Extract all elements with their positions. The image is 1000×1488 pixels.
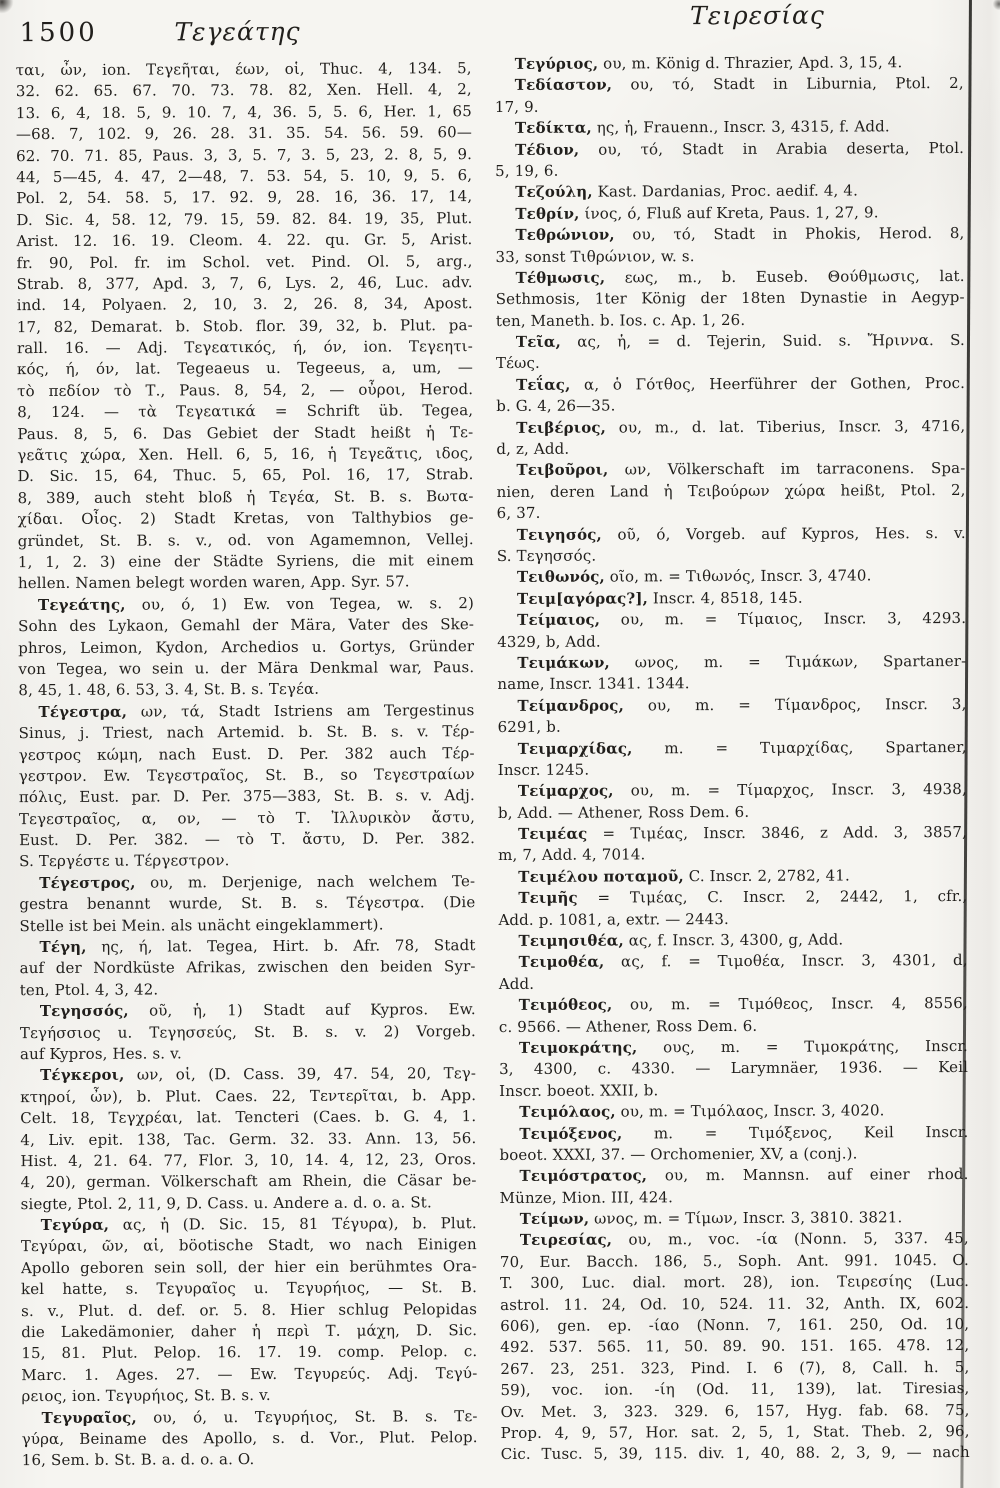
text-line: 17, 82, Demarat. b. Stob. flor. 39, 32, b. Plut. pa- <box>16 315 473 336</box>
text-line: rall. 16. — Adj. Τεγεατικός, ή, όν, ion. Τεγεητι- <box>16 337 473 358</box>
entry-headword: Τέγκεροι, <box>40 1066 125 1085</box>
text-line: ρειος, ion. Τεγυρήιος, St. B. s. v. <box>21 1386 271 1406</box>
text-line: τὸ πεδίον τὸ Τ., Paus. 8, 54, 2, — οὖροι, Herod. <box>17 379 474 400</box>
entry-headword: Τειμόλαος, <box>519 1102 616 1122</box>
text-line: D. Sic. 15, 64, Thuc. 5, 65, Pol. 16, 17, Strab. <box>17 465 474 486</box>
text-line: fr. 90, Pol. fr. im Schol. vet. Pind. Ol. 5, arg., <box>16 251 473 272</box>
text-line: 70, Eur. Bacch. 186, 5., Soph. Ant. 991. 1045. O. <box>499 1250 969 1271</box>
text-line: γεᾶτις χώρα, Xen. Hell. 6, 5, 16, ἡ Τεγεᾶτις, ιδος, <box>17 444 474 465</box>
text-line: gestra benannt wurde, St. B. s. Τέγεστρα. (Die <box>19 893 476 914</box>
text-line: Pol. 2, 54. 58. 5, 17. 92. 9, 28. 16, 36. 17, 14, <box>16 187 473 208</box>
entry-line: Τεδίκτα, ης, ἡ, Frauenn., Inscr. 3, 4315, f. Add. <box>514 117 890 138</box>
entry-line: Τειμοκράτης, ους, m. = Τιμοκράτης, Inscr. <box>518 1036 969 1057</box>
entry-line: Τειμαρχίδας, m. = Τιμαρχίδας, Spartaner, <box>517 737 967 758</box>
entry-headword: Τειμῆς <box>518 888 578 908</box>
text-line: astrol. 11. 24, Od. 10, 524. 11. 32, Anth. IX, 602. <box>500 1293 970 1314</box>
entry-line: Τεγησσός, οῦ, ἡ, 1) Stadt auf Kypros. Ew. <box>39 1000 476 1021</box>
entry-headword: Τεδίκτα, <box>514 118 592 138</box>
text-line: name, Inscr. 1341. 1344. <box>497 674 690 694</box>
text-line: m, 7, Add. 4, 7014. <box>498 845 646 865</box>
text-line: ten, Ptol. 4, 3, 42. <box>19 980 159 999</box>
text-line: 15, 81. Plut. Pelop. 16. 17. 19. comp. Pelop. c. <box>21 1342 478 1363</box>
text-line: nien, deren Land ἡ Τειβούρων χώρα heißt, Ptol. 2, <box>496 480 966 501</box>
entry-line: Τείμων, ωνος, m. = Τίμων, Inscr. 3, 3810. 3821. <box>519 1208 903 1229</box>
entry-line: Τειθωνός, οῖο, m. = Τιθωνός, Inscr. 3, 4740. <box>516 566 872 587</box>
text-line: 4, Liv. epit. 138, Tac. Germ. 32. 33. Ann. 13, 56. <box>20 1128 477 1149</box>
text-line: —68. 7, 102. 9, 26. 28. 31. 35. 54. 56. 59. 60— <box>15 123 473 144</box>
entry-headword: Τέδιον, <box>515 140 580 159</box>
text-line: Strab. 8, 377, Apd. 3, 7, 6, Lys. 2, 46, Luc. adv. <box>16 273 473 294</box>
entry-headword: Τειμέλου ποταμοῦ, <box>518 867 684 886</box>
text-line: χίδαι. Οἶος. 2) Stadt Kretas, von Talthybios ge- <box>17 508 474 529</box>
text-line: Cic. Tusc. 5, 39, 115. div. 1, 40, 88. 2, 3, 9, — nach <box>500 1443 970 1464</box>
entry-line: Τεθρίν, ίνος, ό, Fluß auf Kreta, Paus. 1, 27, 9. <box>515 203 879 223</box>
text-line: κτηροί, ὦν), b. Plut. Caes. 22, Τεντερῖται, b. App. <box>20 1085 477 1106</box>
entry-line: Τεδίαστον, ου, τό, Stadt in Liburnia, Ptol. 2, <box>514 74 964 95</box>
text-line: Ov. Met. 3, 323. 329. 6, 157, Hyg. fab. 68. 75, <box>500 1400 970 1421</box>
text-line: Sinus, j. Triest, nach Artemid. b. St. B. s. v. Τέρ- <box>18 722 475 743</box>
left-column <box>16 58 478 1472</box>
text-line: Sohn des Lykaon, Gemahl der Mära, Vater des Ske- <box>18 615 475 636</box>
text-line: c. 9566. — Athener, Ross Dem. 6. <box>498 1016 758 1036</box>
text-line: γεστρος κώμη, nach Eust. D. Per. 382 auch Τέρ- <box>18 743 475 764</box>
entry-headword: Τειμοκράτης, <box>518 1038 638 1057</box>
entry-headword: Τειβέριος, <box>516 418 607 437</box>
entry-line: Τεῖα, ας, ἡ, = d. Tejerin, Suid. s. Ἤριννα. S. <box>515 331 965 352</box>
text-line: D. Sic. 4, 58. 12, 79. 15, 59. 82. 84. 19, 35, Plut. <box>16 208 473 229</box>
entry-headword: Τεῖα, <box>515 332 561 352</box>
text-line: Τεγεστραῖος, α, ον, — τὸ Τ. Ἰλλυρικὸν ἄστυ, <box>18 807 476 828</box>
text-line: 1, 1, 2. 3) eine der Städte Syriens, die mit einem <box>17 551 474 572</box>
text-line: 606), gen. ep. -ίαο (Nonn. 7, 161. 250, Od. 10, <box>500 1315 970 1336</box>
entry-line: Τειμόθεος, ου, m. = Τιμόθεος, Inscr. 4, 8556, <box>518 994 968 1015</box>
text-line: Sethmosis, 1ter König der 18ten Dynastie in Aegyp- <box>495 288 965 309</box>
entry-line: Τέθμωσις, εως, m., b. Euseb. Θούθμωσις, lat. <box>515 266 965 287</box>
text-line: Inscr. boeot. XXII, b. <box>499 1081 659 1100</box>
entry-line: Τειμάκων, ωνος, m. = Τιμάκων, Spartaner- <box>517 651 967 672</box>
entry-line: Τεγύριος, ου, m. König d. Thrazier, Apd. 3, 15, 4. <box>514 53 903 73</box>
entry-headword: Τεγεάτης, <box>37 595 126 614</box>
entry-line: Τέγεστρα, ων, τά, Stadt Istriens am Tergestinus <box>38 700 475 721</box>
entry-headword: Τεγησσός, <box>39 1001 129 1021</box>
text-line: Add. <box>498 974 535 993</box>
text-line: gründet, St. B. s. v., od. von Agamemnon, Vellej. <box>17 529 474 550</box>
text-line: Stelle ist bei Mein. als unächt eingeklammert). <box>19 915 384 935</box>
text-line: Apollo geboren sein soll, der hier ein berühmtes Ora- <box>20 1256 477 1277</box>
entry-line: Τεγυραῖος, ου, ό, u. Τεγυρήιος, St. B. s. Τε- <box>41 1406 478 1427</box>
text-line: Paus. 8, 5, 6. Das Gebiet der Stadt heißt ἡ Τε- <box>17 422 474 443</box>
left-column-header: Τεγεάτης <box>174 16 301 47</box>
entry-headword: Τειγησός, <box>516 525 602 544</box>
entry-headword: Τέγεστρος, <box>39 873 136 892</box>
entry-line: Τειμόξενος, m. = Τιμόξενος, Keil Inscr. <box>519 1122 969 1143</box>
text-line: 8, 124. — τὰ Τεγεατικά = Schrift üb. Tegea, <box>17 401 474 422</box>
entry-line: Τεθρώνιον, ου, τό, Stadt in Phokis, Herod. 8, <box>515 224 965 245</box>
text-line: b, Add. — Athener, Ross Dem. 6. <box>497 802 750 822</box>
entry-headword: Τεθρώνιον, <box>515 225 615 245</box>
text-line: πόλις, Eust. par. D. Per. 375—383, St. B. s. v. Adj. <box>18 786 475 807</box>
entry-headword: Τειθωνός, <box>516 567 605 587</box>
text-line: 59), voc. ion. -ίη (Od. 11, 139), lat. Tiresias, <box>500 1379 970 1400</box>
entry-headword: Τειμόστρατος, <box>519 1166 648 1186</box>
entry-headword: Τειρεσίας, <box>519 1231 613 1250</box>
entry-headword: Τειμέας <box>518 824 588 843</box>
text-line: Inscr. 1245. <box>497 760 590 779</box>
text-line: κός, ή, όν, lat. Tegeaeus u. Tegeeus, a, um, — <box>16 358 474 379</box>
text-line: Add. p. 1081, a, extr. — 2443. <box>498 909 729 929</box>
entry-line: Τείμαρχος, ου, m. = Τίμαρχος, Inscr. 3, 4938, <box>517 780 967 801</box>
entry-headword: Τεγύρα, <box>40 1215 110 1235</box>
entry-headword: Τέγη, <box>39 937 87 957</box>
entry-headword: Τειμαρχίδας, <box>517 738 633 758</box>
text-line: Τέως. <box>495 354 540 373</box>
text-line: 6, 37. <box>496 504 541 523</box>
entry-headword: Τεγύριος, <box>514 54 599 73</box>
text-line: siegte, Ptol. 2, 11, 9, D. Cass. u. Andere a. d. o. a. St. <box>20 1193 432 1213</box>
entry-line: Τειμοθέα, ας, f. = Τιμοθέα, Inscr. 3, 4301, d, <box>518 951 968 972</box>
text-line: 62. 70. 71. 85, Paus. 3, 3, 5. 7, 3. 5, 23, 2. 8, 5, 9. <box>16 144 473 165</box>
entry-line: Τέγκεροι, ων, οἱ, (D. Cass. 39, 47. 54, 20, Τεγ- <box>40 1064 477 1085</box>
text-line: Hist. 4, 21. 64. 77, Flor. 3, 10, 14. 4, 12, 23, Oros. <box>20 1150 477 1171</box>
entry-line: Τεγεάτης, ου, ό, 1) Ew. von Tegea, w. s. 2) <box>37 593 475 614</box>
entry-headword: Τέγεστρα, <box>38 702 128 721</box>
right-column-header: Τειρεσίας <box>690 0 825 31</box>
text-line: γεστρον. Ew. Τεγεστραῖος, St. B., so Τεγεστραίων <box>18 765 475 785</box>
entry-headword: Τεδίαστον, <box>514 75 613 95</box>
entry-line: Τεζούλη, Kast. Dardanias, Proc. aedif. 4, 4. <box>515 181 859 202</box>
entry-headword: Τειβοῦροι, <box>516 460 609 480</box>
entry-headword: Τεγυραῖος, <box>41 1408 137 1427</box>
entry-line: Τειρεσίας, ου, m., voc. -ία (Nonn. 5, 337. 45, <box>519 1229 969 1250</box>
entry-headword: Τεζούλη, <box>515 182 593 202</box>
text-line: 267. 23, 251. 323, Pind. I. 6 (7), 8, Call. h. 5, <box>500 1357 970 1378</box>
text-line: 16, Sem. b. St. B. a. d. o. a. O. <box>21 1450 255 1470</box>
text-line: Celt. 18, Τεγχρέαι, lat. Tencteri (Caes. b. G. 4, 1. <box>20 1107 477 1128</box>
entry-line: Τεγύρα, ας, ἡ (D. Sic. 15, 81 Τέγυρα), b. Plut. <box>40 1214 477 1235</box>
text-line: 8, 45, 1. 48, 6. 53, 3. 4, St. B. s. Τεγέα. <box>18 680 320 700</box>
text-line: ται, ὦν, ion. Τεγεῆται, έων, οἱ, Thuc. 4, 134. 5, <box>15 59 472 80</box>
text-line: phros, Leimon, Kydon, Archedios u. Gortys, Gründer <box>18 636 475 657</box>
text-line: Eust. D. Per. 382. — τὸ Τ. ἄστυ, D. Per. 382. <box>19 829 476 850</box>
text-line: 13. 6, 4, 18. 5, 9. 10. 7, 4, 36. 5, 5. 6, Her. 1, 65 <box>15 101 472 122</box>
entry-line: Τειμ[αγόρας?], Inscr. 4, 8518, 145. <box>516 588 803 608</box>
text-line: kel hatte, s. Τεγυραῖος u. Τεγυρήιος, — St. B. <box>20 1278 478 1299</box>
text-line: 33, sonst Τιθρώνιον, w. s. <box>495 246 695 266</box>
entry-line: Τείμαιος, ου, m. = Τίμαιος, Inscr. 3, 4293. <box>517 609 967 630</box>
text-line: 4329, b, Add. <box>497 632 601 651</box>
text-line: auf der Nordküste Afrikas, zwischen den beiden Syr- <box>19 957 476 978</box>
text-line: Münze, Mion. III, 424. <box>499 1187 674 1207</box>
entry-line: Τειμέλου ποταμοῦ, C. Inscr. 2, 2782, 41. <box>518 866 850 886</box>
entry-line: Τειμῆς = Τιμέας, C. Inscr. 2, 2442, 1, cfr., <box>518 887 968 908</box>
text-line: 32. 62. 65. 67. 70. 73. 78. 82, Xen. Hell. 4, 2, <box>15 80 472 101</box>
text-line: auf Kypros, Hes. s. v. <box>19 1044 182 1064</box>
entry-line: Τειμησιθέα, ας, f. Inscr. 3, 4300, g, Add. <box>518 930 844 950</box>
text-line: 4, 20), german. Völkerschaft am Rhein, die Cäsar be- <box>20 1171 477 1192</box>
text-line: Arist. 12. 16. 19. Cleom. 4. 22. qu. Gr. 5, Arist. <box>16 230 473 251</box>
text-line: b. G. 4, 26—35. <box>496 396 616 416</box>
entry-headword: Τείμαιος, <box>517 610 601 630</box>
text-line: 8, 389, auch steht bloß ἡ Τεγέα, St. B. s. Βωτα- <box>17 486 474 507</box>
entry-headword: Τειμάκων, <box>517 653 610 672</box>
entry-headword: Τεΐας, <box>516 375 571 394</box>
entry-headword: Τείμαρχος, <box>517 781 614 801</box>
entry-headword: Τειμοθέα, <box>518 952 605 972</box>
text-line: Prop. 4, 9, 57, Hor. sat. 2, 5, 1, Stat. Theb. 2, 96, <box>500 1421 970 1443</box>
text-line: 3, 4300, c. 4330. — Larymnäer, 1936. — Keil <box>499 1058 969 1079</box>
text-line: γύρα, Beiname des Apollo, s. d. Vor., Plut. Pelop. <box>21 1428 478 1449</box>
text-line: 492. 537. 565. 11, 50. 89. 90. 151. 165. 478. 12, <box>500 1336 970 1357</box>
entry-line: Τειμόστρατος, ου, m. Mannsn. auf einer rhod. <box>519 1165 969 1186</box>
entry-headword: Τείμων, <box>519 1209 590 1229</box>
text-line: von Tegea, wo sein u. der Mära Denkmal war, Paus. <box>18 658 475 679</box>
entry-line: Τειβοῦροι, ων, Völkerschaft im tarraconens. Spa- <box>516 459 966 480</box>
entry-line: Τέδιον, ου, τό, Stadt in Arabia deserta, Ptol. <box>515 138 965 159</box>
entry-headword: Τειμόθεος, <box>518 995 613 1015</box>
text-line: Τεγήσσιος u. Τεγησσεύς, St. B. s. v. 2) Vorgeb. <box>19 1021 476 1042</box>
text-line: Τεγύραι, ῶν, αἱ, böotische Stadt, wo nach Einigen <box>20 1235 477 1256</box>
entry-headword: Τειμόξενος, <box>519 1124 623 1143</box>
entry-headword: Τειμησιθέα, <box>518 931 624 950</box>
entry-line: Τειμέας = Τιμέας, Inscr. 3846, z Add. 3, 3857, <box>518 823 968 843</box>
text-line: s. v., Plut. d. def. or. 5. 8. Hier schlug Pelopidas <box>21 1299 478 1320</box>
entry-line: Τειμόλαος, ου, m. = Τιμόλαος, Inscr. 3, 4020. <box>519 1101 885 1122</box>
entry-line: Τέγη, ης, ή, lat. Tegea, Hirt. b. Afr. 78, Stadt <box>39 936 476 957</box>
text-line: ten, Maneth. b. Ios. c. Ap. 1, 26. <box>495 310 746 330</box>
entry-line: Τειβέριος, ου, m., d. lat. Tiberius, Inscr. 3, 4716, <box>516 416 966 437</box>
text-line: ind. 14, Polyaen. 2, 10, 3. 2, 26. 8, 34, Apost. <box>16 294 473 315</box>
entry-headword: Τέθμωσις, <box>515 268 606 287</box>
entry-line: Τείμανδρος, ου, m. = Τίμανδρος, Inscr. 3, <box>517 694 967 715</box>
text-line: boeot. XXXI, 37. — Orchomenier, XV, a (conj.). <box>499 1144 858 1164</box>
text-line: T. 300, Luc. dial. mort. 28), ion. Τειρεσίης (Luc. <box>499 1272 970 1293</box>
text-line: Marc. 1. Ages. 27. — Ew. Τεγυρεύς. Adj. Τεγύ- <box>21 1363 478 1384</box>
text-line: S. Τεργέστε u. Τέργεστρον. <box>19 851 230 871</box>
entry-headword: Τείμανδρος, <box>517 696 624 715</box>
text-line: 6291, b. <box>497 717 561 737</box>
text-line: 44, 5—45, 4. 47, 2—48, 7. 53. 54, 5. 10, 9, 5. 6, <box>16 166 473 187</box>
entry-headword: Τειμ[αγόρας?], <box>516 589 648 608</box>
entry-line: Τέγεστρος, ου, m. Derjenige, nach welchem Te- <box>39 871 476 892</box>
text-line: 5, 19, 6. <box>495 161 559 180</box>
entry-headword: Τεθρίν, <box>515 204 580 223</box>
page-number: 1500 <box>19 17 98 49</box>
right-column <box>495 52 970 1466</box>
text-line: S. Τεγησσός. <box>496 546 597 565</box>
text-line: 17, 9. <box>494 97 539 116</box>
text-line: die Lakedämonier, daher ἡ περὶ Τ. μάχη, D. Sic. <box>21 1321 478 1342</box>
text-line: d, z, Add. <box>496 439 570 459</box>
entry-line: Τεΐας, α, ὁ Γότθος, Heerführer der Gothen, Proc. <box>516 373 966 394</box>
text-line: hellen. Namen belegt worden waren, App. Syr. 57. <box>17 572 410 593</box>
entry-line: Τειγησός, οῦ, ό, Vorgeb. auf Kypros, Hes. s. v. <box>516 523 966 544</box>
